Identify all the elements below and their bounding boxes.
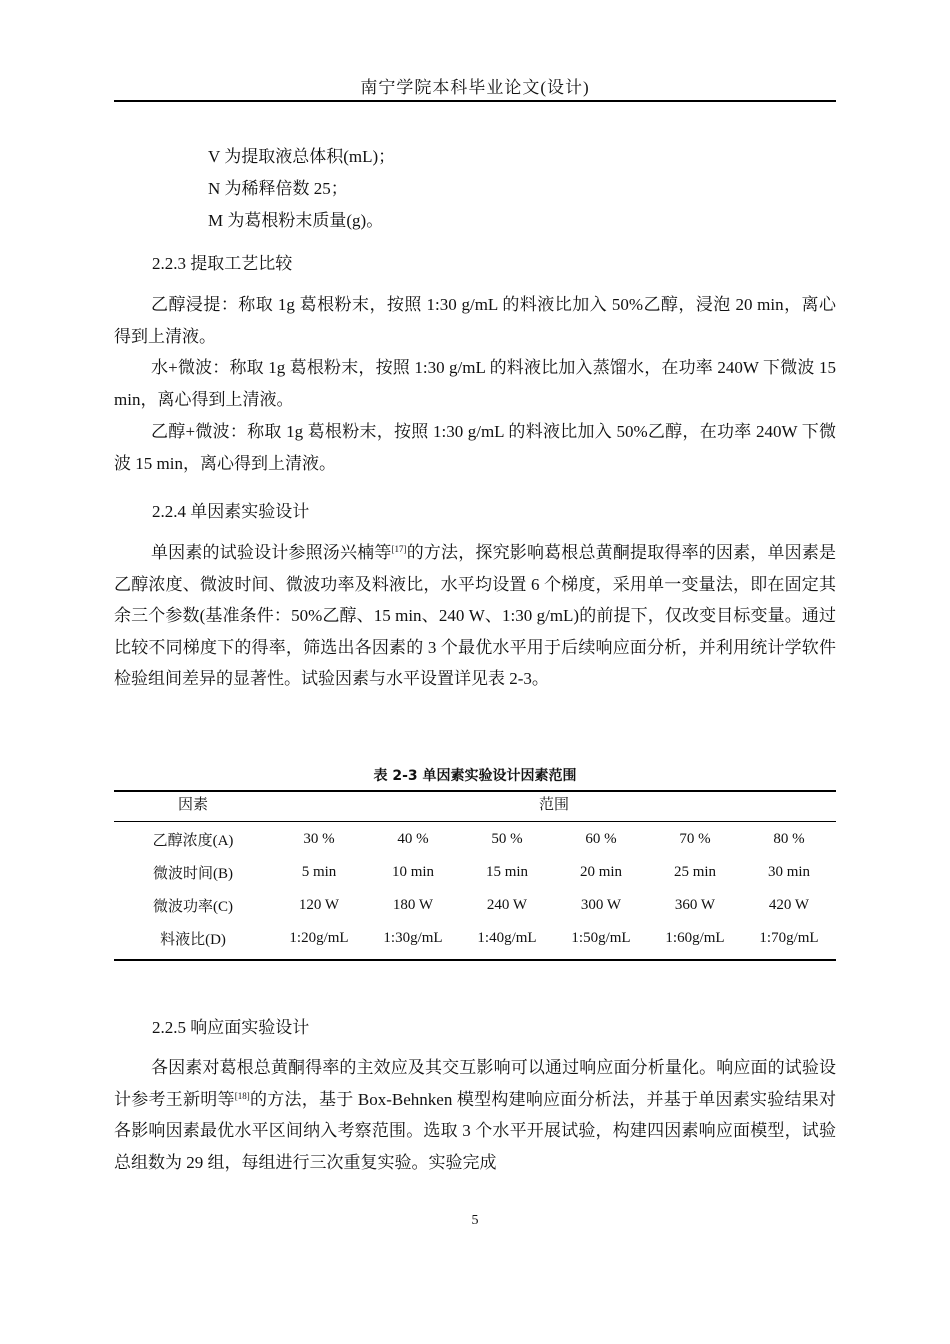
value-cell: 1:70g/mL [759,930,819,946]
paragraph-text: 的方法，探究影响葛根总黄酮提取得率的因素，单因素是乙醇浓度、微波时间、微波功率及料液比，水平均设置 6 个梯度，采用单一变量法，即在固定其余三个参数(基准条件：50%乙醇、15 min、240 W、1:30 g/mL)的前提下，仅改变目标变量。通过比较不同梯度下的得率，筛选出各因素的 3 个最优水平用于后续响应面分析，并利用统计学软件检验组间差异的显著性。试验因素与水平设置详见表 2-3。 [114,543,837,688]
citation-ref: [18] [234,1090,250,1101]
column-header-factor: 因素 [177,797,208,813]
value-cell: 25 min [673,864,717,880]
variable-m-definition: M 为葛根粉末质量(g)。 [208,211,384,230]
value-cell: 5 min [301,864,337,880]
header-rule [114,100,836,102]
paragraph-single-factor-design [114,537,836,695]
factor-cell: 乙醇浓度(A) [152,833,234,849]
paragraph-text: 单因素的试验设计参照汤兴楠等 [151,543,392,562]
value-cell: 50 % [491,831,523,847]
table-header-row [114,790,836,823]
section-heading-2-2-5: 2.2.5 响应面实验设计 [152,1018,310,1037]
value-cell: 300 W [580,897,622,913]
table-bottom-rule [114,959,836,961]
value-cell: 15 min [485,864,529,880]
value-cell: 1:40g/mL [477,930,537,946]
value-cell: 10 min [391,864,435,880]
section-heading-2-2-4: 2.2.4 单因素实验设计 [152,502,310,521]
value-cell: 20 min [579,864,623,880]
value-cell: 70 % [679,831,711,847]
table-caption: 表 2-3 单因素实验设计因素范围 [373,768,577,784]
variable-n-definition: N 为稀释倍数 25； [208,179,348,198]
paragraph-text: 各因素对葛根总黄酮得率的主效应及其交互影响可以通过响应面分析量化。响应面的试验设计参考王新明等 [114,1058,836,1109]
value-cell: 80 % [773,831,805,847]
value-cell: 30 % [303,831,335,847]
header-title: 南宁学院本科毕业论文(设计) [360,78,590,97]
value-cell: 1:30g/mL [383,930,443,946]
variable-v-definition: V 为提取液总体积(mL)； [208,147,396,166]
value-cell: 1:50g/mL [571,930,631,946]
table-row [114,856,836,889]
paragraph-response-surface-design [114,1052,836,1178]
value-cell: 60 % [585,831,617,847]
table-row [114,922,836,955]
paragraph-ethanol-extraction: 乙醇浸提：称取 1g 葛根粉末，按照 1:30 g/mL 的料液比加入 50%乙醇，浸泡 20 min，离心得到上清液。 [114,295,836,346]
page-number: 5 [471,1213,479,1228]
factor-cell: 微波时间(B) [153,866,233,882]
table-row [114,823,836,856]
factor-cell: 微波功率(C) [153,899,233,915]
value-cell: 30 min [767,864,811,880]
paragraph-text: 的方法，基于 Box-Behnken 模型构建响应面分析法，并基于单因素实验结果对各影响因素最优水平区间纳入考察范围。选取 3 个水平开展试验，构建四因素响应面模型，试验总组数为 29 组，每组进行三次重复实验。实验完成 [114,1089,836,1172]
value-cell: 1:60g/mL [665,930,725,946]
value-cell: 360 W [674,897,716,913]
factor-cell: 料液比(D) [160,932,226,948]
citation-ref: [17] [391,544,407,554]
value-cell: 1:20g/mL [289,930,349,946]
paragraph-ethanol-microwave: 乙醇+微波：称取 1g 葛根粉末，按照 1:30 g/mL 的料液比加入 50%乙醇，在功率 240W 下微波 15 min，离心得到上清液。 [114,422,836,473]
value-cell: 120 W [298,897,340,913]
factor-range-table [114,790,836,955]
value-cell: 420 W [768,897,810,913]
paragraph-water-microwave: 水+微波：称取 1g 葛根粉末，按照 1:30 g/mL 的料液比加入蒸馏水，在功率 240W 下微波 15 min，离心得到上清液。 [114,358,836,409]
section-heading-2-2-3: 2.2.3 提取工艺比较 [152,254,293,273]
table-row [114,889,836,922]
value-cell: 40 % [397,831,429,847]
column-header-range: 范围 [538,797,569,813]
value-cell: 240 W [486,897,528,913]
value-cell: 180 W [392,897,434,913]
